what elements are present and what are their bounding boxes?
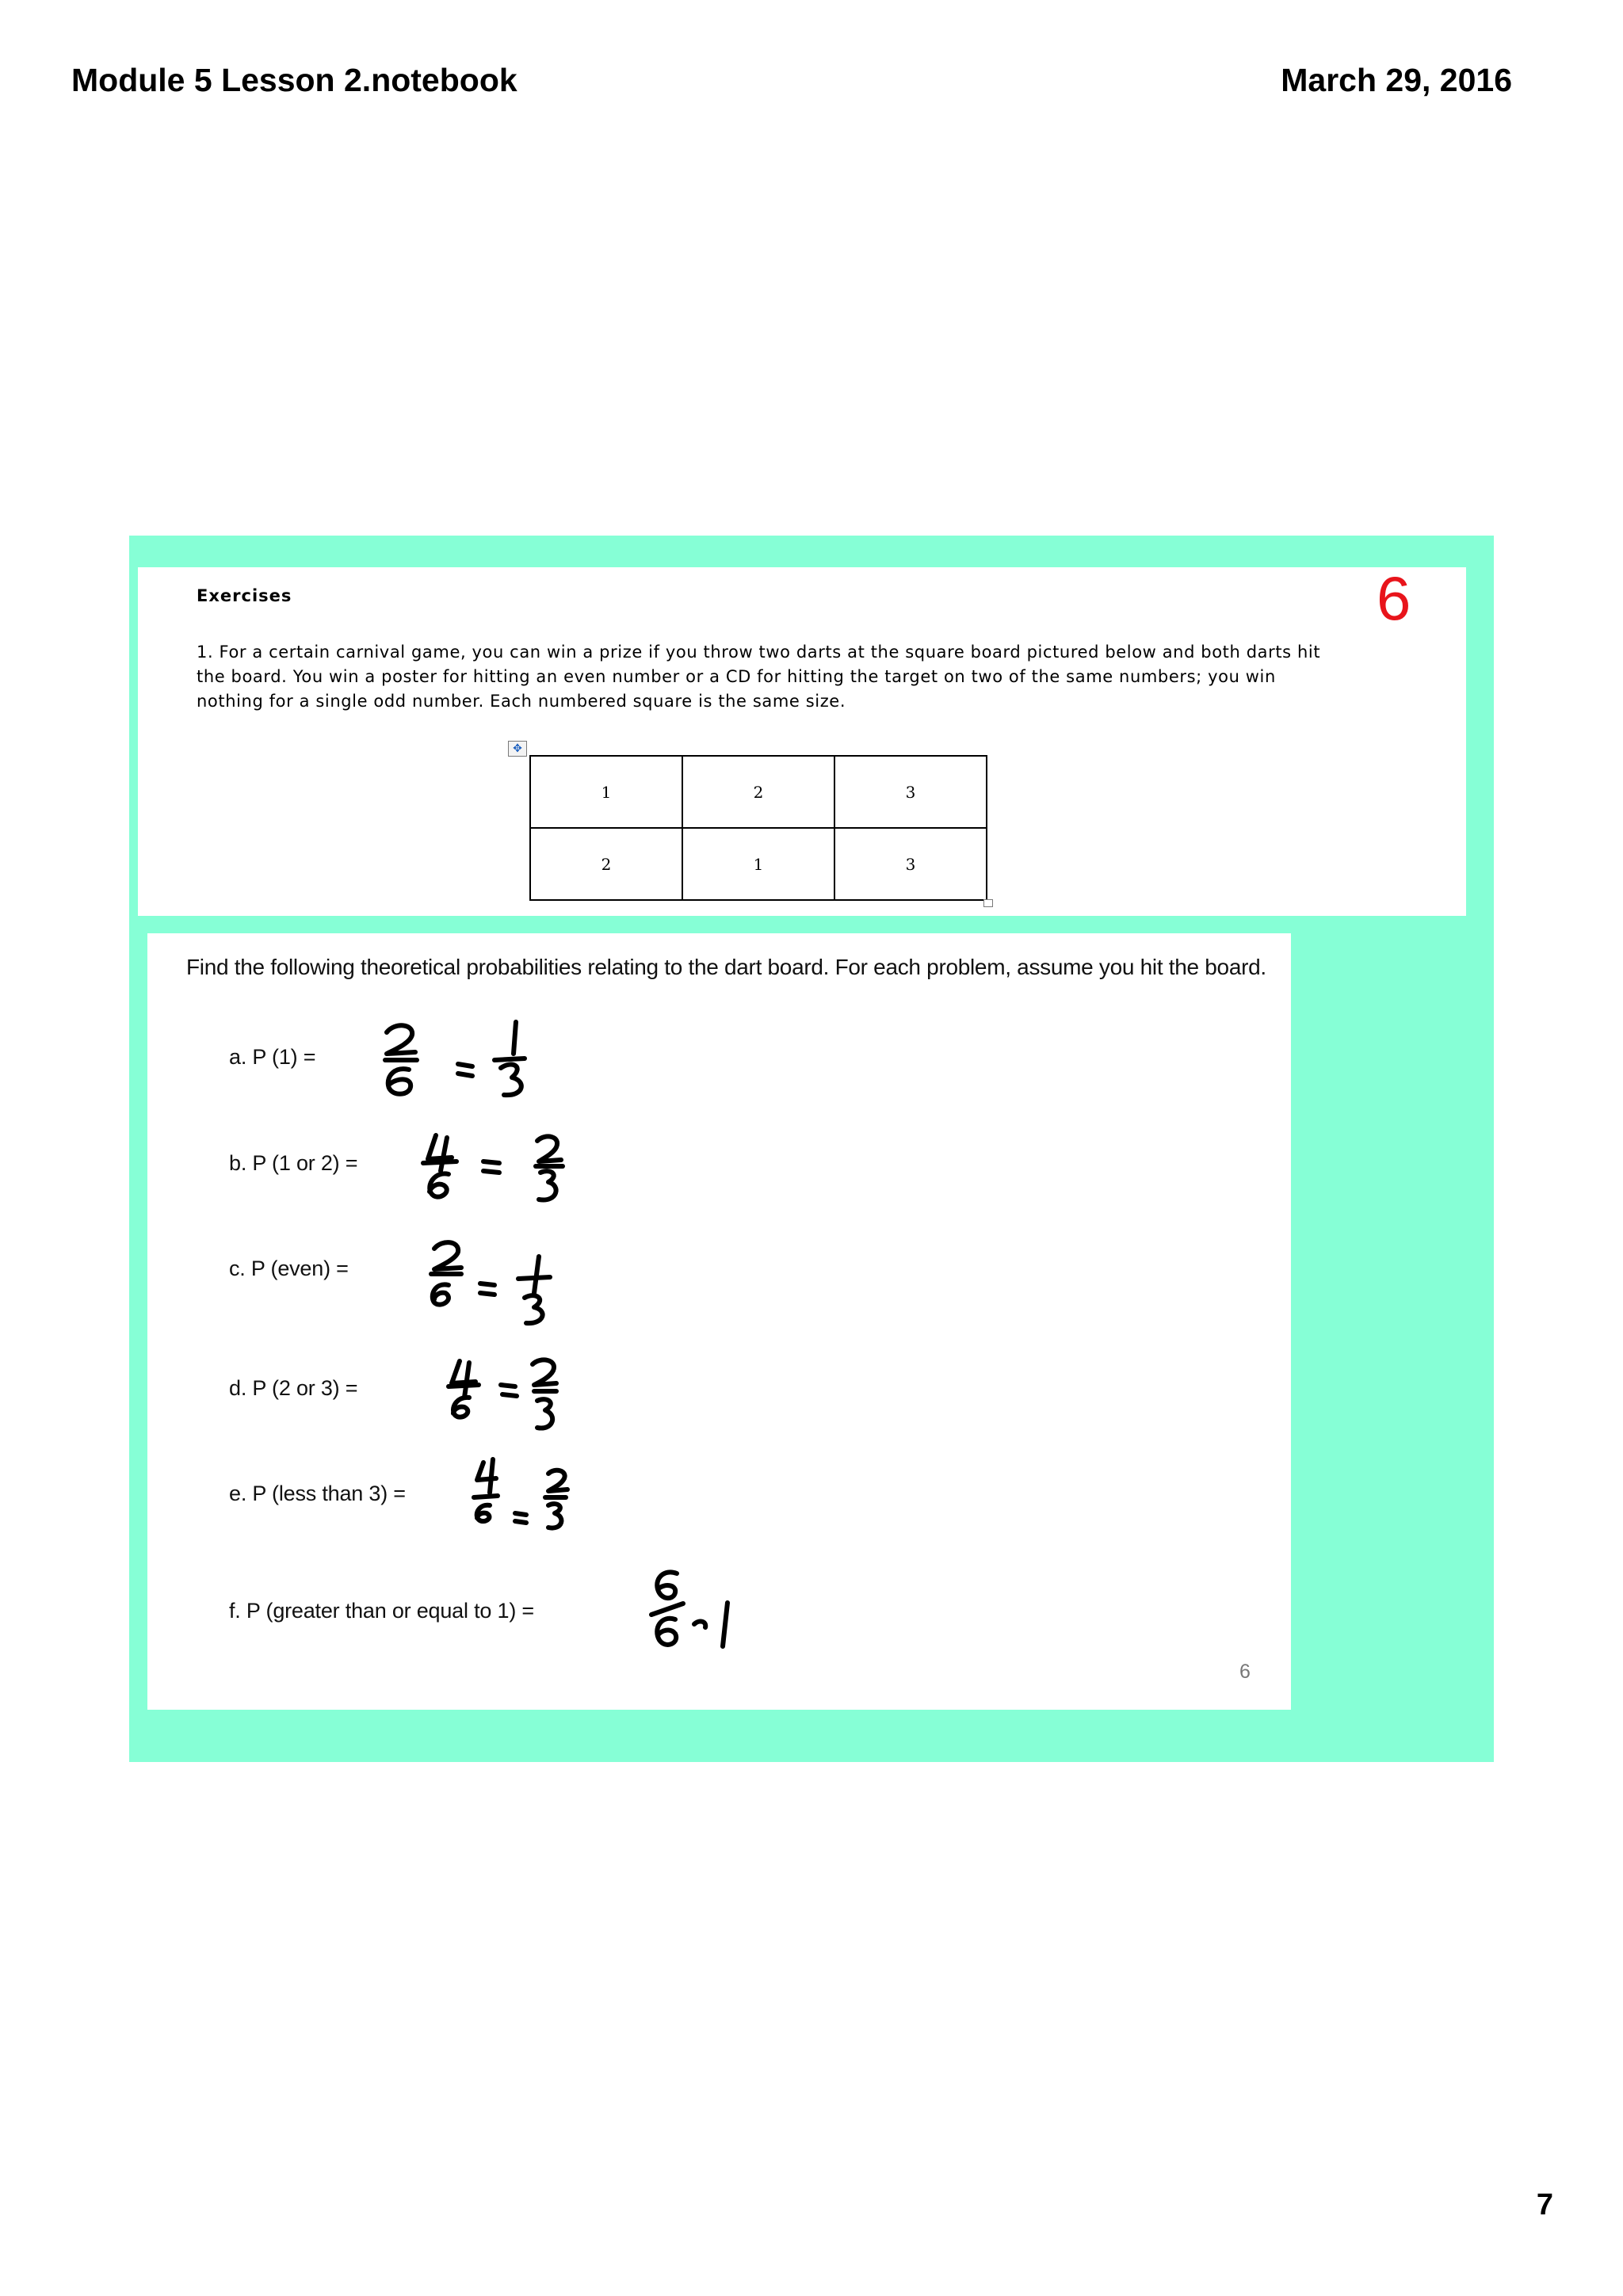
questions-card (147, 933, 1291, 1710)
page-number: 7 (1536, 2188, 1553, 2222)
red-slide-number: 6 (1377, 563, 1411, 633)
dart-board-cell: 2 (682, 756, 834, 828)
answer-a-handwriting (385, 1022, 525, 1095)
table-move-handle-icon[interactable]: ✥ (508, 741, 527, 757)
answer-c-handwriting (431, 1242, 550, 1323)
dart-board-cell: 1 (682, 828, 834, 900)
document-title: Module 5 Lesson 2.notebook (71, 62, 517, 98)
answer-b-handwriting (423, 1135, 563, 1199)
dart-board-cell: 3 (834, 756, 987, 828)
answer-d-handwriting (449, 1360, 556, 1428)
answer-e-handwriting (474, 1459, 567, 1528)
question-c-label: c. P (even) = (229, 1257, 349, 1280)
exercises-heading: Exercises (197, 586, 292, 605)
handwritten-answers (147, 933, 1291, 1710)
dart-board-table (529, 755, 987, 901)
question-d-label: d. P (2 or 3) = (229, 1376, 358, 1400)
dart-board-cell: 1 (530, 756, 682, 828)
dart-board-row (530, 756, 987, 828)
exercise-card (138, 563, 1466, 916)
document-date: March 29, 2016 (1281, 62, 1512, 98)
dart-board-row (530, 828, 987, 900)
question-a-label: a. P (1) = (229, 1045, 316, 1069)
slide-panel (129, 536, 1494, 1762)
question-e-label: e. P (less than 3) = (229, 1482, 406, 1505)
dart-board-cell: 3 (834, 828, 987, 900)
question-b-label: b. P (1 or 2) = (229, 1151, 358, 1175)
instructions-text: Find the following theoretical probabilities relating to the dart board. For each problem, assume you hit the board. (186, 955, 1266, 979)
dart-board-cell: 2 (530, 828, 682, 900)
question-f-label: f. P (greater than or equal to 1) = (229, 1599, 534, 1623)
problem-text: 1. For a certain carnival game, you can win a prize if you throw two darts at the square board pictured below and both darts hit the board. You win a poster for hitting an even number or a CD for hitting the target on two of the same numbers; you win nothing for a single odd number. Each numbered square is the same size. (197, 643, 1321, 711)
slide-number: 6 (1239, 1661, 1251, 1683)
table-resize-handle-icon[interactable] (983, 899, 993, 907)
answer-f-handwriting (651, 1572, 727, 1646)
